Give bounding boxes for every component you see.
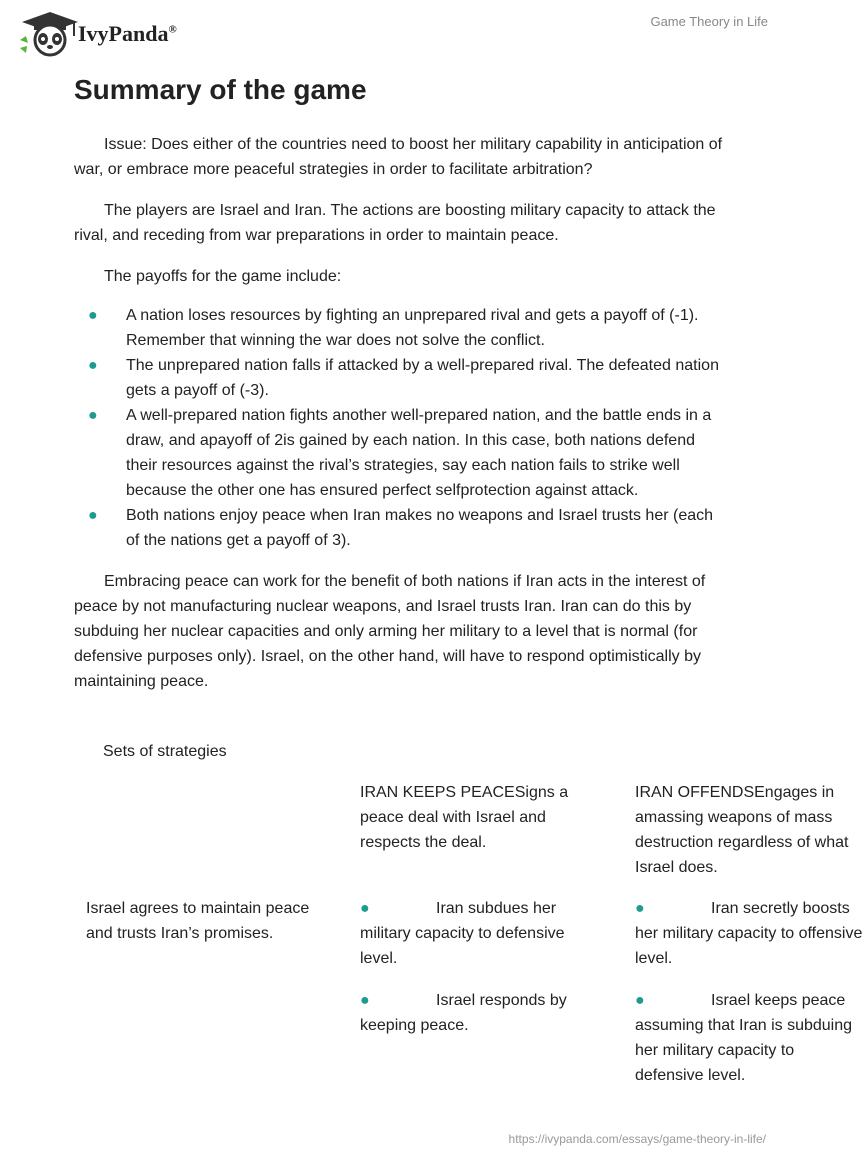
section-heading: Summary of the game	[74, 74, 367, 105]
table-row-label: Israel agrees to maintain peace and trusts Iran’s promises.	[86, 900, 310, 942]
bullet-dot-icon: ●	[88, 407, 98, 424]
paragraph: The players are Israel and Iran. The actions are boosting military capacity to attack the rival, and receding from war preparations in order to maintain peace.	[74, 202, 716, 244]
bullet-dot-icon: ●	[88, 507, 98, 524]
site-logo[interactable]	[14, 10, 177, 58]
sets-label: Sets of strategies	[103, 743, 227, 760]
paragraph: Issue: Does either of the countries need to boost her military capability in anticipation of war, or embrace more peaceful strategies in order to facilitate arbitration?	[74, 136, 723, 178]
list-item: ● Iran secretly boosts her military capacity to offensive level.	[635, 896, 865, 971]
table-header-iran-offends: IRAN OFFENDSEngages in amassing weapons of mass destruction regardless of what Israel does.	[635, 784, 849, 876]
list-item: ● The unprepared nation falls if attacked by a well-prepared rival. The defeated nation gets a payoff of (-3).	[74, 353, 724, 403]
document-title: Game Theory in Life	[650, 14, 768, 29]
bullet-dot-icon: ●	[88, 357, 98, 374]
bullet-dot-icon: ●	[88, 307, 98, 324]
bullet-dot-icon: ●	[360, 900, 370, 917]
paragraph: Embracing peace can work for the benefit of both nations if Iran acts in the interest of peace by not manufacturing nuclear weapons, and Israel trusts Iran. Iran can do this by subduing her nuclear capacities and only arming her military to a level that is normal (for defensive purposes only). Israel, on the other hand, will have to respond optimistically by maintaining peace.	[74, 573, 706, 690]
panda-graduate-icon	[14, 10, 74, 58]
source-url[interactable]: https://ivypanda.com/essays/game-theory-in-life/	[508, 1132, 766, 1146]
essay-body	[74, 132, 724, 710]
payoff-list	[74, 303, 724, 553]
list-item: ● Both nations enjoy peace when Iran makes no weapons and Israel trusts her (each of the nations get a payoff of 3).	[74, 503, 724, 553]
table-header-iran-keeps-peace: IRAN KEEPS PEACESigns a peace deal with Israel and respects the deal.	[360, 784, 569, 851]
table-cell	[360, 896, 590, 1055]
table-cell	[635, 896, 865, 1105]
bullet-dot-icon: ●	[635, 992, 645, 1009]
logo-text: IvyPanda®	[78, 21, 177, 46]
list-item: ● Israel responds by keeping peace.	[360, 988, 590, 1038]
bullet-dot-icon: ●	[360, 992, 370, 1009]
bullet-dot-icon: ●	[635, 900, 645, 917]
list-item: ● Israel keeps peace assuming that Iran is subduing her military capacity to defensive level.	[635, 988, 865, 1088]
list-item: ● Iran subdues her military capacity to defensive level.	[360, 896, 590, 971]
list-item: ● A well-prepared nation fights another well-prepared nation, and the battle ends in a draw, and apayoff of 2is gained by each nation. In this case, both nations defend their resources against the rival’s strategies, say each nation fails to strike well because the other one has ensured perfect selfprotection against attack.	[74, 403, 724, 503]
paragraph: The payoffs for the game include:	[104, 268, 342, 285]
list-item: ● A nation loses resources by fighting an unprepared rival and gets a payoff of (-1). Remember that winning the war does not solve the conflict.	[74, 303, 724, 353]
